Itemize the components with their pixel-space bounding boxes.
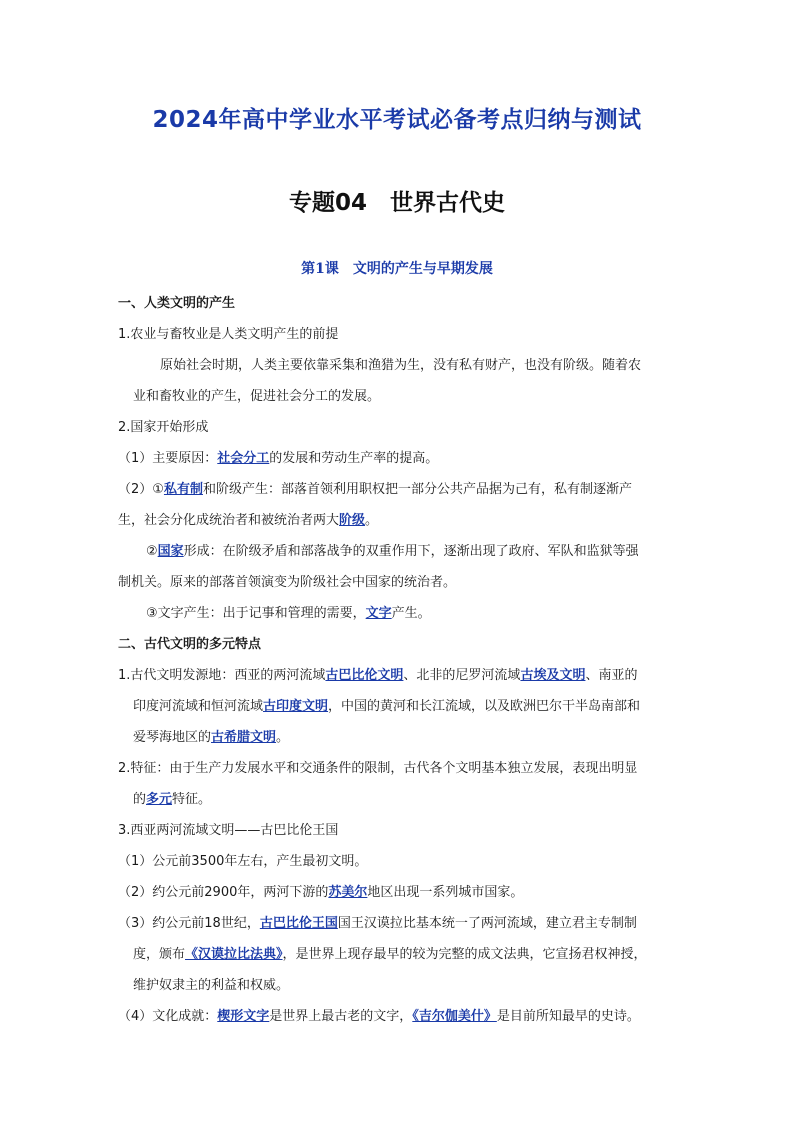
keyword: 《汉谟拉比法典》 — [185, 947, 283, 962]
point-title: 2.国家开始形成 — [118, 420, 209, 435]
paragraph-line: 1.古代文明发源地：西亚的两河流域古巴比伦文明、北非的尼罗河流域古埃及文明、南亚的 — [118, 668, 638, 683]
paragraph-line: ②国家形成：在阶级矛盾和部落战争的双重作用下，逐渐出现了政府、军队和监狱等强 — [146, 544, 639, 559]
paragraph-line: （4）文化成就：楔形文字是世界上最古老的文字，《吉尔伽美什》是目前所知最早的史诗。 — [118, 1009, 640, 1024]
keyword: 文字 — [365, 606, 392, 621]
paragraph-line: 制机关。原来的部落首领演变为阶级社会中国家的统治者。 — [118, 575, 457, 590]
paragraph-line: （2）①私有制和阶级产生：部落首领利用职权把一部分公共产品据为己有，私有制逐渐产 — [118, 482, 632, 497]
paragraph-line: （2）约公元前2900年，两河下游的苏美尔地区出现一系列城市国家。 — [118, 885, 524, 900]
keyword: 社会分工 — [217, 451, 270, 466]
keyword: 古希腊文明 — [211, 730, 277, 745]
topic-title: 专题04 世界古代史 — [288, 190, 505, 216]
keyword: 国家 — [157, 544, 184, 559]
point-title: 1.农业与畜牧业是人类文明产生的前提 — [118, 327, 339, 342]
paragraph-line: 维护奴隶主的利益和权威。 — [133, 978, 290, 993]
keyword: 私有制 — [163, 482, 203, 497]
point-title: 3.西亚两河流域文明——古巴比伦王国 — [118, 823, 339, 838]
keyword: 古埃及文明 — [520, 668, 586, 683]
keyword: 古印度文明 — [263, 699, 329, 714]
keyword: 多元 — [146, 792, 173, 807]
lesson-title: 第1课 文明的产生与早期发展 — [301, 261, 493, 277]
document-body — [118, 288, 688, 1032]
main-title: 2024年高中学业水平考试必备考点归纳与测试 — [152, 107, 642, 133]
paragraph-line: （1）主要原因：社会分工的发展和劳动生产率的提高。 — [118, 451, 439, 466]
keyword: 苏美尔 — [328, 885, 368, 900]
paragraph-line: 印度河流域和恒河流域古印度文明，中国的黄河和长江流域，以及欧洲巴尔干半岛南部和 — [133, 699, 641, 714]
paragraph-line: 业和畜牧业的产生，促进社会分工的发展。 — [133, 389, 381, 404]
paragraph-line: 度，颁布《汉谟拉比法典》，是世界上现存最早的较为完整的成文法典，它宣扬君权神授， — [133, 947, 647, 962]
paragraph-line: （1）公元前3500年左右，产生最初文明。 — [118, 854, 368, 869]
keyword: 楔形文字 — [217, 1009, 270, 1024]
paragraph-line: 生，社会分化成统治者和被统治者两大阶级。 — [118, 513, 379, 528]
keyword: 古巴比伦文明 — [325, 668, 404, 683]
paragraph-line: 的多元特征。 — [133, 792, 212, 807]
keyword: 阶级 — [339, 513, 366, 528]
keyword: 古巴比伦王国 — [259, 916, 338, 931]
section-heading-1: 一、人类文明的产生 — [118, 296, 236, 311]
paragraph-line: 爱琴海地区的古希腊文明。 — [133, 730, 290, 745]
paragraph-line: 2.特征：由于生产力发展水平和交通条件的限制，古代各个文明基本独立发展，表现出明显 — [118, 761, 638, 776]
paragraph-line: （3）约公元前18世纪，古巴比伦王国国王汉谟拉比基本统一了两河流域，建立君主专制制 — [118, 916, 637, 931]
section-heading-2: 二、古代文明的多元特点 — [118, 637, 262, 652]
keyword: 《吉尔伽美什》 — [412, 1009, 497, 1024]
paragraph-line: ③文字产生：出于记事和管理的需要，文字产生。 — [146, 606, 431, 621]
paragraph-line: 原始社会时期，人类主要依靠采集和渔猎为生，没有私有财产，也没有阶级。随着农 — [160, 358, 642, 373]
